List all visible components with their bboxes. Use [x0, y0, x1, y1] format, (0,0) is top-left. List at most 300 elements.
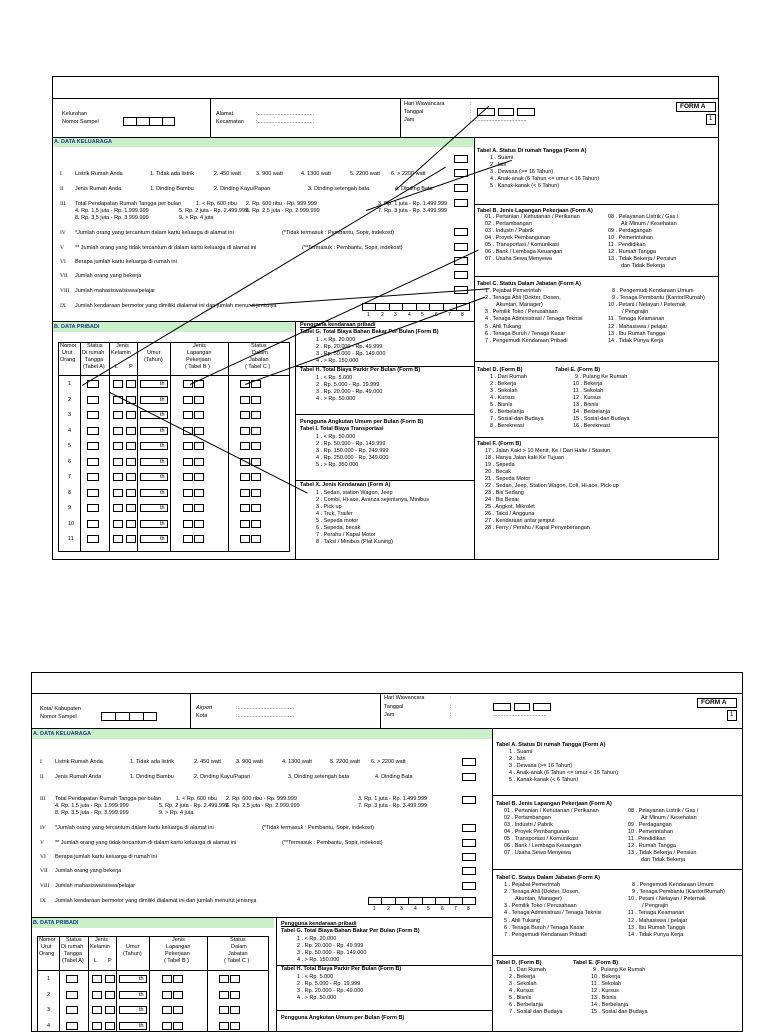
gender-p-box[interactable]	[105, 975, 115, 983]
gender-l-box[interactable]	[113, 427, 123, 435]
tabel-g-item: 4 . > Rp. 150.000	[316, 358, 359, 364]
tabel-f-item: 27 . Kendaraan antar jemput	[485, 518, 555, 524]
ix-number: 1	[373, 906, 376, 912]
status-box[interactable]	[87, 427, 99, 435]
option: 4. Dinding Bata	[375, 774, 413, 780]
gender-l-box[interactable]	[92, 1006, 102, 1014]
pekerjaan-box[interactable]	[194, 504, 204, 512]
jabatan-box[interactable]	[251, 396, 261, 404]
gender-p-box[interactable]	[126, 520, 136, 528]
row-number: 8	[68, 489, 72, 496]
jabatan-box[interactable]	[240, 442, 250, 450]
option: (**Termasuk : Pembantu, Sopir, indekost)	[302, 245, 403, 251]
tabel-b-item: 03 . Industri / Pabrik	[485, 228, 534, 234]
tabel-c-item: / Pengrajin	[642, 903, 669, 909]
tabel-d-item: 6 . Berbelanja	[509, 1002, 543, 1008]
row-label: *Jumlah orang yang tercantum dalam kartu keluarga di alamat ini	[75, 230, 234, 236]
tabel-b-item: dan Tidak Bekerja	[621, 263, 666, 269]
gender-p-box[interactable]	[126, 458, 136, 466]
tabel-f-item: 23 . Bis Sedang	[485, 490, 524, 496]
tabel-a-item: 2 . Istri	[509, 756, 526, 762]
row-num: VIII	[60, 288, 70, 294]
jabatan-box[interactable]	[251, 535, 261, 543]
row-label: ** Jumlah orang yang tidak tercantum di dalam kartu keluarga di alamat ini	[75, 245, 257, 251]
section-b-title: B. DATA PRIBADI	[54, 324, 100, 330]
jabatan-box[interactable]	[240, 535, 250, 543]
gender-p-box[interactable]	[105, 1022, 115, 1030]
tabel-c-item: 5 . Ahli Tukang	[485, 324, 522, 330]
answer-box[interactable]	[454, 155, 468, 163]
row-number: 7	[68, 474, 72, 480]
tabel-g-title: Tabel G. Total Biaya Bahan Bakar Per Bulan (Form B)	[300, 329, 439, 335]
answer-box[interactable]	[462, 853, 476, 861]
tabel-b-item: 09 . Perdagangan	[628, 822, 672, 828]
jabatan-box[interactable]	[251, 473, 261, 481]
row-label: Berapa jumlah kartu keluarga di rumah ini	[75, 259, 177, 265]
status-box[interactable]	[87, 504, 99, 512]
pekerjaan-box[interactable]	[162, 1006, 172, 1014]
pengguna-title: Pengguna kendaraan pribadi	[281, 921, 357, 927]
ix-number: 4	[414, 906, 417, 912]
answer-box[interactable]	[454, 199, 468, 207]
col-header: Status	[66, 937, 82, 943]
row-label: Jumlah kendaraan bermotor yang dimiliki dialamat ini dan jumlah menurut jenisnya	[55, 898, 257, 904]
col-header: Di rumah	[82, 350, 105, 356]
tabel-b-item: 13 . Tidak Bekerja / Pensiun	[628, 850, 697, 856]
jabatan-box[interactable]	[251, 504, 261, 512]
gender-l-box[interactable]	[113, 504, 123, 512]
tabel-c-item: 11 . Tenaga Keamanan	[628, 910, 685, 916]
section-a-header	[32, 729, 492, 739]
tabel-c-item: 6 . Tenaga Buruh / Tenaga Kasar	[504, 925, 585, 931]
pekerjaan-box[interactable]	[183, 504, 193, 512]
col-header: Jabatan	[249, 357, 269, 363]
answer-box[interactable]	[454, 184, 468, 192]
gender-l-box[interactable]	[113, 411, 123, 419]
airport-field[interactable]: :.....................................	[236, 705, 295, 711]
tabel-x-item: 6 . Sepeda, becak	[316, 525, 361, 531]
tabel-x-item: 7 . Perahu / Kapal Motor	[316, 532, 376, 538]
row-number: 10	[68, 520, 75, 527]
status-box[interactable]	[87, 411, 99, 419]
option: 3. Dinding setengah bata	[308, 186, 370, 192]
gender-p-box[interactable]	[126, 380, 136, 388]
answer-box[interactable]	[462, 882, 476, 890]
tabel-d-item: 6 . Berbelanja	[490, 409, 524, 415]
jabatan-box[interactable]	[240, 504, 250, 512]
form-label: FORM A	[701, 699, 727, 706]
divider	[474, 137, 475, 560]
option: 4. Dinding Bata	[395, 186, 433, 192]
tabel-e-item: 11 . Sekolah	[591, 981, 622, 987]
tabel-a-item: 1 . Suami	[509, 749, 533, 755]
tabel-i-item: 1 . < Rp. 50.000	[316, 434, 356, 440]
jabatan-box[interactable]	[251, 427, 261, 435]
option: 1. < Rp. 600 ribu	[196, 201, 237, 207]
tabel-a-item: 5 . Kanak-kanak (< 6 Tahun)	[490, 183, 560, 189]
tabel-d-item: 2 . Bekerja	[509, 974, 536, 980]
tabel-c-item: 12 . Mahasiswa / pelajar	[608, 324, 668, 330]
tabel-f-item: 22 . Sedan, Jeep, Station Wagon, Colt, Hi-ace, Pick-up	[485, 483, 619, 489]
row-label: Jenis Rumah Anda	[55, 774, 102, 780]
tabel-c-item: Akuntan, Manager)	[496, 302, 543, 308]
gender-l-box[interactable]	[92, 991, 102, 999]
tabel-c-item: 9 . Tenaga Pembantu (Kantor/Rumah)	[612, 295, 705, 301]
tanggal-label: Tanggal	[404, 109, 424, 115]
jabatan-box[interactable]	[240, 411, 250, 419]
tanggal-box-year[interactable]	[517, 108, 535, 116]
answer-box[interactable]	[454, 243, 468, 251]
tabel-f-item: 21 . Sepeda Motor	[485, 476, 531, 482]
tabel-i-item: 5 . > Rp. 350.000	[316, 462, 359, 468]
pekerjaan-box[interactable]	[194, 489, 204, 497]
jabatan-box[interactable]	[230, 1022, 240, 1030]
pekerjaan-box[interactable]	[194, 473, 204, 481]
kota-field[interactable]: :.....................................	[236, 713, 295, 719]
gender-p-box[interactable]	[126, 411, 136, 419]
jabatan-box[interactable]	[240, 473, 250, 481]
answer-box[interactable]	[462, 824, 476, 832]
tabel-b-title: Tabel B. Jenis Lapangan Pekerjaan (Form A)	[477, 208, 593, 214]
col-header: Urut	[41, 944, 52, 950]
tabel-x-item: 3 . Pick up	[316, 504, 342, 510]
option: 9. > Rp. 4 juta	[159, 810, 194, 816]
tabel-c-item: 7 . Pengemudi Kendaraan Pribadi	[504, 932, 587, 938]
tabel-i-item: 3 . Rp. 150.000 - Rp. 249.999	[316, 448, 389, 454]
tabel-e-item: 11 . Sekolah	[573, 388, 604, 394]
tabel-d-item: 3 . Sekolah	[509, 981, 537, 987]
option: 1. Dinding Bambu	[150, 186, 194, 192]
age-unit: th	[160, 443, 165, 449]
ix-number: 2	[381, 312, 384, 318]
col-header: ( Tabel C )	[245, 364, 271, 370]
tabel-d-item: 5 . Bisnis	[490, 402, 513, 408]
col-header: Tangga	[85, 357, 104, 363]
tabel-d-item: 1 . Dari Rumah	[509, 967, 546, 973]
tabel-b-item: 10 . Pemerintahan	[608, 235, 653, 241]
gender-l-box[interactable]	[113, 458, 123, 466]
pekerjaan-box[interactable]	[183, 473, 193, 481]
gender-p-box[interactable]	[126, 535, 136, 543]
tabel-e-item: 9 . Pulang Ke Rumah	[575, 374, 628, 380]
row-num: IV	[60, 230, 66, 236]
pekerjaan-box[interactable]	[162, 991, 172, 999]
status-box[interactable]	[87, 396, 99, 404]
tabel-i-title: Tabel I. Total Biaya Transportasi	[300, 426, 384, 432]
gender-l-box[interactable]	[113, 473, 123, 481]
pekerjaan-box[interactable]	[194, 458, 204, 466]
option: 1. Tidak ada listrik	[150, 171, 195, 177]
option: (**Termasuk : Pembantu, Sopir, indekost)	[282, 840, 383, 846]
tabel-b-title: Tabel B. Jenis Lapangan Pekerjaan (Form A)	[496, 801, 612, 807]
tabel-b-item: 03 . Industri / Pabrik	[504, 822, 553, 828]
age-unit: th	[160, 536, 165, 542]
tabel-h-item: 4 . > Rp. 50.000	[297, 995, 337, 1001]
option: 4. Rp. 1,5 juta - Rp. 1.999.999	[55, 803, 129, 809]
tabel-d-title: Tabel D. (Form B)	[496, 960, 542, 966]
option: 3. 900 watt	[236, 759, 263, 765]
jabatan-box[interactable]	[240, 489, 250, 497]
row-number: 1	[68, 381, 72, 387]
ix-number: 7	[454, 906, 457, 912]
pekerjaan-box[interactable]	[183, 411, 193, 419]
tabel-c-item: 14 . Tidak Punya Kerja	[608, 338, 664, 344]
option: 7. Rp. 3 juta - Rp. 3.499.999	[378, 208, 448, 214]
tabel-d-item: 2 . Bekerja	[490, 381, 517, 387]
tabel-c-item: 4 . Tenaga Administrasi / Tenaga Teknisi	[504, 910, 602, 916]
tabel-e-item: 10 . Bekerja	[573, 381, 603, 387]
tanggal-box-month[interactable]	[498, 108, 514, 116]
col-header: Tangga	[64, 951, 83, 957]
row-num: VII	[60, 273, 68, 279]
tabel-f-item: 28 . Ferry / Perahu / Kapal Penyeberangan	[485, 525, 590, 531]
pekerjaan-box[interactable]	[194, 442, 204, 450]
status-box[interactable]	[66, 1022, 78, 1030]
tabel-d-item: 3 . Sekolah	[490, 388, 518, 394]
tabel-e-item: 13 . Bisnis	[591, 995, 617, 1001]
col-header: L	[94, 958, 98, 964]
status-box[interactable]	[87, 458, 99, 466]
gender-p-box[interactable]	[126, 504, 136, 512]
angkutan-title: Pengguna Angkutan Umum per Bulan (Form B)	[281, 1015, 405, 1021]
row-num: VII	[40, 868, 48, 874]
tabel-h-item: 1 . < Rp. 5.000	[297, 974, 334, 980]
alamat-field[interactable]: :.....................................	[256, 111, 315, 117]
row-label: ** Jumlah orang yang tidak tercantum di dalam kartu keluarga di alamat ini	[55, 840, 237, 846]
jabatan-box[interactable]	[230, 975, 240, 983]
pekerjaan-box[interactable]	[183, 396, 193, 404]
row-label: Jumlah kendaraan bermotor yang dimiliki dialamat ini dan jumlah menurut jenisnya	[75, 303, 277, 309]
tabel-h-item: 2 . Rp. 5.000 - Rp. 19.999	[297, 981, 361, 987]
row-num: II	[40, 774, 44, 780]
pekerjaan-box[interactable]	[173, 1006, 183, 1014]
col-header: (Tabel A)	[62, 958, 84, 964]
tanggal-box-year[interactable]	[533, 703, 551, 711]
tabel-d-item: 4 . Kursus	[509, 988, 534, 994]
jam-colon: :	[450, 712, 452, 718]
age-unit: th	[160, 474, 165, 480]
tabel-d-item: 7 . Sosial dan Budaya	[509, 1009, 563, 1015]
jam-field[interactable]: ...................................	[493, 712, 547, 718]
tabel-e-title: Tabel E. (Form B)	[555, 367, 601, 373]
ix-number: 3	[400, 906, 403, 912]
tabel-d-item: 7 . Sosial dan Budaya	[490, 416, 544, 422]
pekerjaan-box[interactable]	[162, 975, 172, 983]
tabel-c-item: 11 . Tenaga Keamanan	[608, 316, 665, 322]
answer-box[interactable]	[462, 867, 476, 875]
pekerjaan-box[interactable]	[183, 458, 193, 466]
tabel-c-item: 10 . Petani / Nelayan / Peternak	[628, 896, 706, 902]
tabel-e-item: 15 . Sosial dan Budaya	[573, 416, 630, 422]
row-label: Jumlah orang yang bekerja	[55, 868, 122, 874]
jabatan-box[interactable]	[240, 396, 250, 404]
pekerjaan-box[interactable]	[173, 975, 183, 983]
tabel-h-item: 1 . < Rp. 5.000	[316, 375, 353, 381]
ix-number: 7	[448, 312, 451, 318]
pekerjaan-box[interactable]	[162, 1022, 172, 1030]
tabel-d-title: Tabel D. (Form B)	[477, 367, 523, 373]
hari-colon: :	[450, 695, 452, 701]
gender-l-box[interactable]	[113, 520, 123, 528]
gender-l-box[interactable]	[113, 489, 123, 497]
divider	[52, 98, 719, 99]
jabatan-box[interactable]	[240, 427, 250, 435]
gender-p-box[interactable]	[105, 991, 115, 999]
tabel-c-item: 10 . Petani / Nelayan / Peternak	[608, 302, 686, 308]
pekerjaan-box[interactable]	[194, 396, 204, 404]
row-number: 11	[68, 536, 74, 542]
pekerjaan-box[interactable]	[173, 1022, 183, 1030]
pekerjaan-box[interactable]	[183, 520, 193, 528]
answer-box[interactable]	[454, 271, 468, 279]
status-box[interactable]	[66, 991, 78, 999]
pekerjaan-box[interactable]	[183, 489, 193, 497]
tabel-g-title: Tabel G. Total Biaya Bahan Bakar Per Bulan (Form B)	[281, 928, 420, 934]
col-header: Jenis	[116, 343, 129, 349]
gender-p-box[interactable]	[126, 427, 136, 435]
col-header: Umur	[147, 350, 161, 356]
status-box[interactable]	[66, 1006, 78, 1014]
status-box[interactable]	[87, 520, 99, 528]
tabel-g-item: 3 . Rp. 50.000 - Rp. 149.000	[297, 950, 367, 956]
col-header: ( Tabel B )	[185, 364, 210, 370]
jabatan-box[interactable]	[230, 1006, 240, 1014]
gender-l-box[interactable]	[113, 442, 123, 450]
tanggal-box-month[interactable]	[514, 703, 530, 711]
tabel-c-item: 12 . Mahasiswa / pelajar	[628, 918, 688, 924]
answer-box[interactable]	[462, 773, 476, 781]
status-box[interactable]	[87, 473, 99, 481]
option: 3. 900 watt	[256, 171, 283, 177]
jabatan-box[interactable]	[240, 520, 250, 528]
gender-l-box[interactable]	[113, 535, 123, 543]
tabel-c-item: 8 . Pengemudi Kendaraan Umum	[612, 288, 694, 294]
row-number: 3	[68, 412, 72, 418]
hari-colon: :	[470, 101, 472, 107]
tabel-f-item: 20 . Becak	[485, 469, 511, 475]
gender-l-box[interactable]	[92, 1022, 102, 1030]
section-a-title: A. DATA KELUARAGA	[33, 731, 91, 737]
tabel-b-item: 12 . Rumah Tangga	[628, 843, 676, 849]
col-header: Orang	[39, 951, 55, 957]
tabel-c-item: 3 . Pemilik Toko / Perusahaan	[504, 903, 577, 909]
option: 1. Dinding Bambu	[130, 774, 174, 780]
col-header: (Tahun)	[144, 357, 163, 363]
jabatan-box[interactable]	[219, 975, 229, 983]
status-box[interactable]	[87, 489, 99, 497]
gender-p-box[interactable]	[126, 473, 136, 481]
pekerjaan-box[interactable]	[194, 411, 204, 419]
row-num: I	[40, 759, 42, 765]
pekerjaan-box[interactable]	[194, 520, 204, 528]
status-box[interactable]	[87, 535, 99, 543]
tabel-c-item: 2 . Tenaga Ahli (Dokter, Dosen,	[485, 295, 561, 301]
status-box[interactable]	[66, 975, 78, 983]
tabel-e-item: 12 . Kursus	[573, 395, 601, 401]
kecamatan-label: Kecamatan	[216, 119, 244, 125]
col-header: P	[108, 958, 112, 964]
tabel-a-item: 1 . Suami	[490, 155, 514, 161]
row-number: 2	[47, 991, 51, 998]
option: 3. Rp. 1 juta - Rp. 1.499.999	[378, 201, 448, 207]
option: 2. 450 watt	[214, 171, 241, 177]
tabel-g-item: 1 . < Rp. 20.000	[316, 337, 356, 343]
gender-p-box[interactable]	[126, 442, 136, 450]
tanggal-label: Tanggal	[384, 704, 404, 710]
tabel-c-item: 8 . Pengemudi Kendaraan Umum	[632, 882, 714, 888]
pekerjaan-box[interactable]	[173, 991, 183, 999]
tabel-e-item: 15 . Sosial dan Budaya	[591, 1009, 648, 1015]
jabatan-box[interactable]	[230, 991, 240, 999]
tabel-c-item: 7 . Pengemudi Kendaraan Pribadi	[485, 338, 568, 344]
jabatan-box[interactable]	[251, 442, 261, 450]
tabel-b-item: 04 . Proyek Pembangunan	[485, 235, 551, 241]
jam-field[interactable]: : ...................................	[470, 117, 527, 123]
tabel-c-item: 3 . Pemilik Toko / Perusahaan	[485, 309, 558, 315]
row-num: VI	[40, 854, 46, 860]
kota-kabupaten-label: Kota/ Kabupaten	[40, 706, 81, 712]
pekerjaan-box[interactable]	[194, 427, 204, 435]
col-header: Lapangan	[166, 944, 191, 950]
option: 2. Rp. 600 ribu - Rp. 999.999	[226, 796, 297, 802]
row-number: 4	[47, 1022, 51, 1029]
tabel-c-item: 1 . Pejabat Pemerintah	[485, 288, 541, 294]
tabel-f-item: 19 . Sepeda	[485, 462, 515, 468]
age-unit: th	[139, 1007, 144, 1013]
hari-wawancara-label: Hari Wawancara	[404, 101, 445, 107]
answer-box[interactable]	[462, 758, 476, 766]
row-number: 5	[68, 443, 72, 449]
jabatan-box[interactable]	[219, 1006, 229, 1014]
jabatan-box[interactable]	[219, 991, 229, 999]
col-header: Dalam	[231, 944, 247, 950]
answer-box[interactable]	[454, 228, 468, 236]
answer-box[interactable]	[462, 796, 476, 804]
ix-number: 1	[367, 312, 370, 318]
tabel-d-item: 4 . Kursus	[490, 395, 515, 401]
col-header: Status	[251, 343, 267, 349]
gender-p-box[interactable]	[126, 489, 136, 497]
tabel-d-item: 1 . Dari Rumah	[490, 374, 527, 380]
jabatan-box[interactable]	[219, 1022, 229, 1030]
ix-number: 6	[435, 312, 438, 318]
jabatan-box[interactable]	[251, 489, 261, 497]
jabatan-box[interactable]	[251, 520, 261, 528]
tabel-x-title: Tabel X. Jenis Kendaraan (Form A)	[300, 482, 391, 488]
answer-box[interactable]	[462, 839, 476, 847]
gender-l-box[interactable]	[92, 975, 102, 983]
tabel-g-item: 1 . < Rp. 20.000	[297, 936, 337, 942]
option: 7. Rp. 3 juta - Rp. 3.499.999	[358, 803, 428, 809]
gender-p-box[interactable]	[105, 1006, 115, 1014]
pekerjaan-box[interactable]	[194, 535, 204, 543]
pekerjaan-box[interactable]	[183, 442, 193, 450]
option: 2. Rp. 600 ribu - Rp. 999.999	[246, 201, 317, 207]
tanggal-box-day[interactable]	[493, 703, 511, 711]
tabel-b-item: 11 . Pendidikan	[628, 836, 666, 842]
col-header: Status	[230, 937, 246, 943]
jabatan-box[interactable]	[251, 411, 261, 419]
pekerjaan-box[interactable]	[183, 535, 193, 543]
row-num: V	[60, 245, 64, 251]
row-label: Listrik Rumah Anda	[55, 759, 103, 765]
status-box[interactable]	[87, 442, 99, 450]
age-unit: th	[139, 976, 144, 982]
kecamatan-field[interactable]: :.....................................	[256, 119, 315, 125]
gender-l-box[interactable]	[113, 380, 123, 388]
age-unit: th	[139, 991, 144, 998]
tabel-e-item: 12 . Kursus	[591, 988, 619, 994]
